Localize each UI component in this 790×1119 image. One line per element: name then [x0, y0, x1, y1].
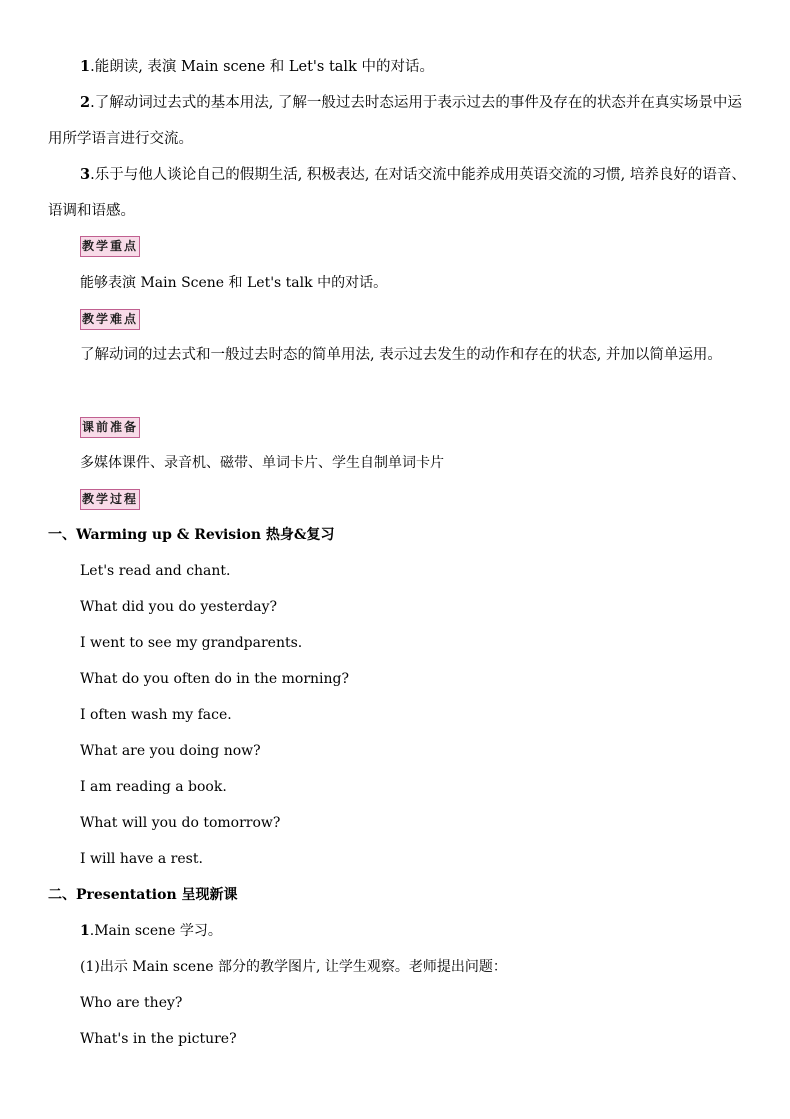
objective-3-number: 3 — [80, 166, 91, 183]
process-tag — [80, 489, 140, 510]
part1-line-9: I will have a rest. — [80, 851, 203, 867]
part1-heading: 一、Warming up & Revision 热身&复习 — [48, 527, 335, 543]
objective-1 — [48, 49, 748, 85]
part1-line-1: Let's read and chant. — [80, 563, 231, 579]
preparation-tag — [80, 417, 140, 438]
difficulties-tag-label: 教学难点 — [82, 312, 139, 326]
part1-line-2: What did you do yesterday? — [80, 599, 278, 615]
part2-step-1-number: 1 — [80, 923, 90, 939]
part2-sub-step: (1)出示 Main scene 部分的教学图片, 让学生观察。老师提出问题： — [80, 959, 507, 975]
objective-1-number: 1 — [80, 58, 91, 75]
objective-3 — [48, 157, 748, 229]
objective-1-text: .能朗读, 表演 Main scene 和 Let's talk 中的对话。 — [90, 59, 434, 75]
part1-line-4: What do you often do in the morning? — [80, 671, 350, 687]
part1-line-3: I went to see my grandparents. — [80, 635, 303, 651]
objective-2 — [48, 85, 748, 157]
difficulties-tag — [80, 309, 140, 330]
objective-2-text: .了解动词过去式的基本用法, 了解一般过去时态运用于表示过去的事件及存在的状态并在真实场景中运用所学语言进行交流。 — [48, 95, 742, 147]
preparation-text: 多媒体课件、录音机、磁带、单词卡片、学生自制单词卡片 — [80, 455, 444, 471]
part1-line-5: I often wash my face. — [80, 707, 232, 723]
part2-step-1 — [80, 921, 222, 941]
part2-question-1: Who are they? — [80, 995, 183, 1011]
part1-line-8: What will you do tomorrow? — [80, 815, 281, 831]
preparation-tag-label: 课前准备 — [82, 420, 139, 434]
key-points-tag-label: 教学重点 — [82, 239, 139, 253]
key-points-tag — [80, 236, 140, 257]
objective-2-number: 2 — [80, 94, 91, 111]
part2-step-1-text: .Main scene 学习。 — [89, 923, 222, 939]
part2-heading: 二、Presentation 呈现新课 — [48, 887, 238, 903]
difficulties-text: 了解动词的过去式和一般过去时态的简单用法, 表示过去发生的动作和存在的状态, 并加以简单运用。 — [80, 347, 722, 363]
part1-line-6: What are you doing now? — [80, 743, 261, 759]
objective-3-text: .乐于与他人谈论自己的假期生活, 积极表达, 在对话交流中能养成用英语交流的习惯, 培养良好的语音、语调和语感。 — [48, 167, 746, 219]
process-tag-label: 教学过程 — [82, 492, 139, 506]
key-points-text: 能够表演 Main Scene 和 Let's talk 中的对话。 — [80, 275, 388, 291]
part2-question-2: What's in the picture? — [80, 1031, 237, 1047]
part1-line-7: I am reading a book. — [80, 779, 227, 795]
